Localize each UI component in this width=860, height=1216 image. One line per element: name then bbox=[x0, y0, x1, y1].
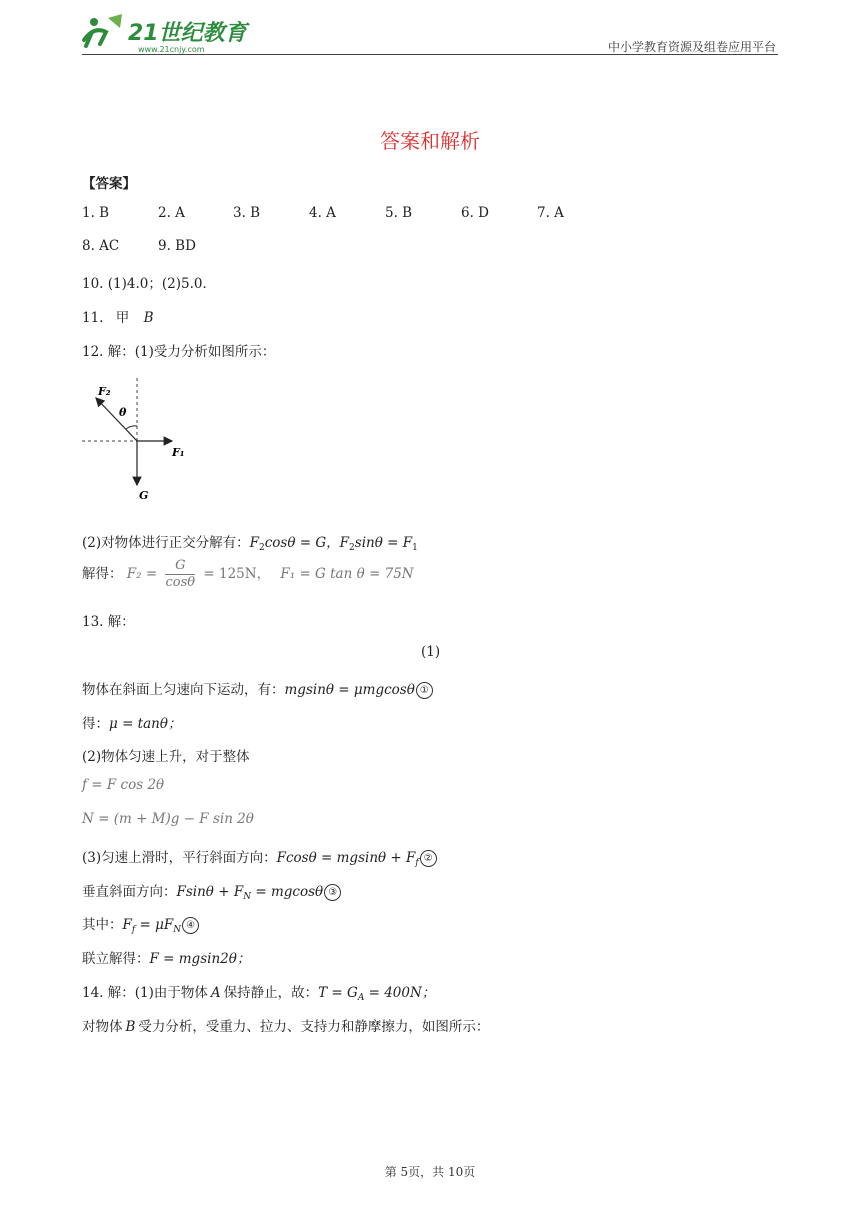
answer-12-solution: 解得： F₂ = $\frac{G}{\cos\theta}$ = 125N， F₁ = G tan θ = 75N bbox=[82, 558, 414, 590]
theta-arc bbox=[126, 426, 137, 429]
header-divider bbox=[82, 54, 778, 55]
answer-13-line-f: (3)匀速上滑时，平行斜面方向：$Fcos\theta = mgsin\theta + F_f$ ② bbox=[82, 846, 437, 868]
fraction: $\frac{G}{\cos\theta}$ bbox=[165, 558, 196, 590]
answer-12-part2: (2)对物体进行正交分解有：$F_2\cos\theta = G$，$F_2\sin\theta = F_1$ bbox=[82, 535, 418, 553]
answer-item: 1. B bbox=[82, 205, 110, 221]
answer-item: 4. A bbox=[309, 205, 336, 221]
answer-item: 2. A bbox=[158, 205, 185, 221]
circled-number: ④ bbox=[182, 917, 199, 934]
answer-13-line-b: 得：μ = tanθ； bbox=[82, 716, 182, 732]
page-footer: 第 5页，共 10页 bbox=[384, 1165, 476, 1179]
answer-11 bbox=[82, 306, 154, 326]
circled-number: ② bbox=[420, 850, 437, 867]
answer-13-line-e: N = (m + M)g − F sin 2θ bbox=[82, 811, 254, 827]
answer-13-line-i: 联立解得：F = mgsin2θ； bbox=[82, 951, 251, 967]
circled-number: ③ bbox=[324, 884, 341, 901]
header-platform-text: 中小学教育资源及组卷应用平台 bbox=[607, 40, 776, 54]
circled-number: ① bbox=[416, 682, 433, 699]
answer-13-intro: 13. 解： bbox=[82, 614, 135, 630]
answer-item: 3. B bbox=[233, 205, 261, 221]
answer-13-line-h: 其中：$F_f = \mu F_N$ ④ bbox=[82, 913, 199, 935]
answer-13-part1-label: (1) bbox=[421, 644, 441, 660]
answer-item: 5. B bbox=[385, 205, 413, 221]
answer-13-line-c: (2)物体匀速上升，对于整体 bbox=[82, 749, 250, 765]
answer-item: 6. D bbox=[461, 205, 489, 221]
answer-11-number: 11. bbox=[82, 310, 104, 326]
answer-11-choice: 甲 bbox=[115, 310, 130, 326]
answer-item: 8. AC bbox=[82, 238, 120, 254]
page-title: 答案和解析 bbox=[380, 129, 480, 153]
answer-13-line-d: f = F cos 2θ bbox=[82, 777, 165, 793]
answer-11-letter: B bbox=[143, 310, 154, 326]
answer-12-intro: 12. 解：(1)受力分析如图所示： bbox=[82, 344, 276, 360]
f2-arrow bbox=[96, 398, 137, 441]
answer-13-line-a: 物体在斜面上匀速向下运动，有：mgsinθ = μmgcosθ ① bbox=[82, 678, 433, 699]
answer-13-line-g: 垂直斜面方向：$Fsin\theta + F_N = mgcos\theta$ ③ bbox=[82, 880, 341, 902]
f1-label: F₁ bbox=[172, 446, 185, 459]
force-diagram bbox=[82, 378, 192, 503]
answer-item: 9. BD bbox=[158, 238, 196, 254]
logo-text: 21世纪教育 bbox=[128, 21, 247, 46]
answer-14-line-a: 14. 解：(1)由于物体 A 保持静止，故：$T = G_A = 400N$； bbox=[82, 985, 436, 1003]
answer-14-line-b: 对物体 B 受力分析，受重力、拉力、支持力和静摩擦力，如图所示： bbox=[82, 1019, 490, 1035]
answer-item: 7. A bbox=[537, 205, 564, 221]
f2-label: F₂ bbox=[98, 385, 111, 398]
logo-url: www.21cnjy.com bbox=[138, 45, 205, 54]
theta-label: θ bbox=[119, 406, 127, 419]
answer-10: 10. (1)4.0；(2)5.0． bbox=[82, 276, 216, 292]
answer-heading: 【答案】 bbox=[82, 176, 136, 192]
g-label: G bbox=[139, 489, 149, 502]
logo-21cnjy bbox=[82, 10, 252, 54]
page-header bbox=[82, 10, 778, 56]
